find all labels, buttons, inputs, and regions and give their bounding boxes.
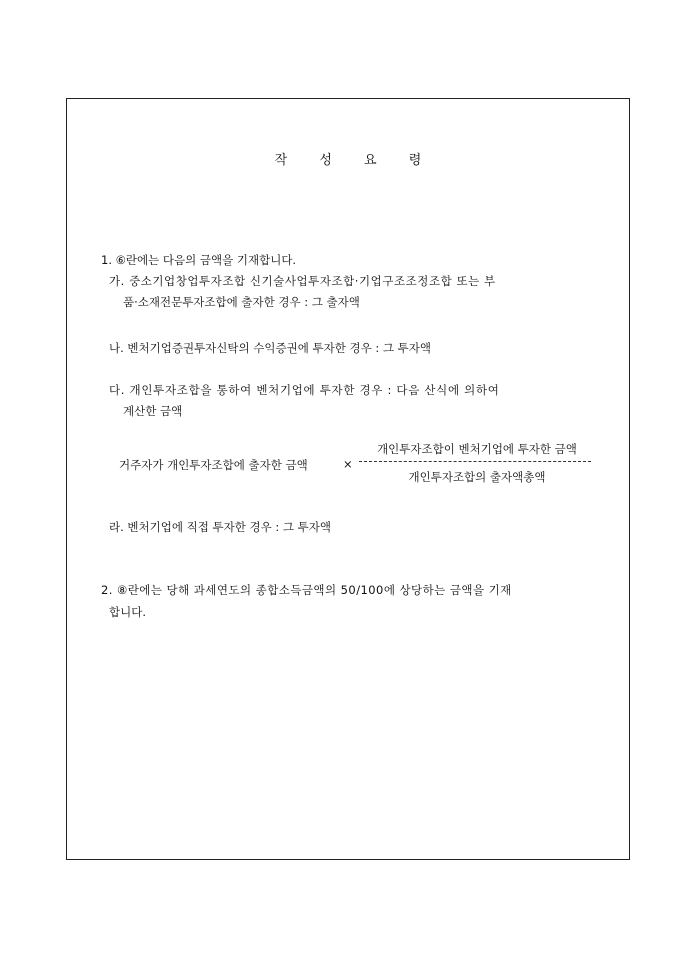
item2-line2: 합니다. (109, 605, 146, 619)
formula-operator: × (343, 457, 353, 471)
document-frame (66, 98, 630, 860)
item1-ga-line1 (109, 274, 593, 288)
item1-ra: 라. 벤처기업에 직접 투자한 경우 : 그 투자액 (109, 520, 331, 534)
formula-lhs: 거주자가 개인투자조합에 출자한 금액 (119, 458, 308, 472)
investment-formula (119, 441, 591, 487)
item1-ga-line1-text: 가. 중소기업창업투자조합 신기술사업투자조합·기업구조조정조합 또는 부 (109, 274, 496, 288)
fraction-bar (359, 461, 591, 462)
item1-ga-line2: 품·소재전문투자조합에 출자한 경우 : 그 출자액 (123, 295, 360, 309)
item1-na: 나. 벤처기업증권투자신탁의 수익증권에 투자한 경우 : 그 투자액 (109, 341, 431, 355)
document-title: 작 성 요 령 (274, 153, 436, 168)
item1-heading: 1. ⑥란에는 다음의 금액을 기재합니다. (101, 253, 297, 267)
item1-da-line1: 다. 개인투자조합을 통하여 벤처기업에 투자한 경우 : 다음 산식에 의하여 (109, 383, 500, 397)
formula-numerator: 개인투자조합이 벤처기업에 투자한 금액 (377, 442, 577, 456)
item1-da-line2: 계산한 금액 (123, 404, 183, 418)
formula-denominator: 개인투자조합의 출자액총액 (408, 470, 546, 484)
item2-line1: 2. ⑧란에는 당해 과세연도의 종합소득금액의 50/100에 상당하는 금액을 기재 (101, 583, 512, 597)
